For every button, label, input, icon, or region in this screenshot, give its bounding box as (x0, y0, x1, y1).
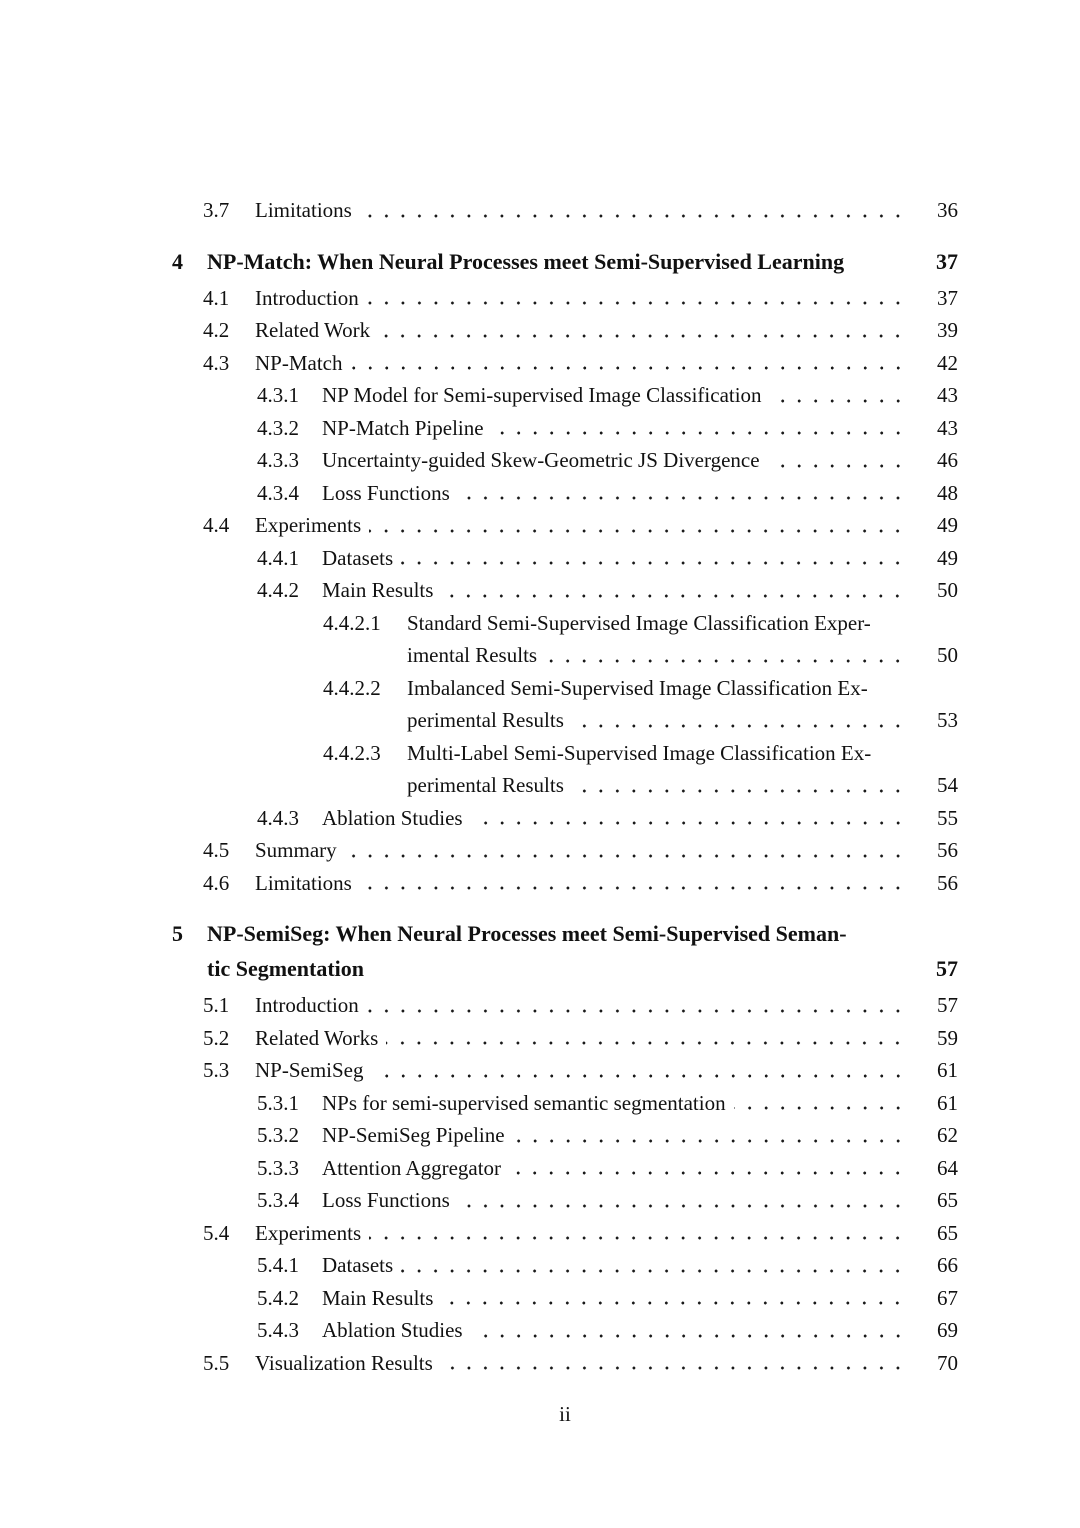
toc-entry-title-line2: tic Segmentation (207, 956, 365, 981)
toc-entry-page: 49 (937, 545, 958, 570)
toc-entry-page: 46 (937, 448, 958, 472)
toc-entry-title: Summary (255, 838, 337, 862)
toc-entry-title: Related Works (255, 1025, 379, 1050)
toc-entry[interactable] (172, 1087, 958, 1120)
indent-placeholder (172, 951, 207, 986)
toc-entry[interactable] (172, 607, 958, 672)
toc-entry-page: 39 (937, 318, 958, 342)
toc-entry-page: 37 (937, 285, 958, 310)
dot-leader (360, 867, 908, 900)
toc-entry[interactable] (172, 989, 958, 1022)
toc-entry-title: Visualization Results (255, 1350, 433, 1375)
toc-entry-page: 42 (937, 350, 958, 375)
toc-entry-title: NP-Match Pipeline (322, 415, 484, 440)
toc-entry-number: 5.3.1 (257, 1090, 299, 1115)
toc-entry-page: 48 (937, 480, 958, 505)
toc-entry-page: 66 (937, 1253, 958, 1277)
indent-placeholder (323, 704, 407, 737)
toc-entry[interactable] (172, 1184, 958, 1217)
toc-entry-title-line1: Multi-Label Semi-Supervised Image Classification Ex- (407, 740, 872, 765)
toc-entry-number: 4.3 (203, 350, 230, 375)
toc-entry[interactable] (172, 477, 958, 510)
toc-entry-number: 5.4.2 (257, 1285, 299, 1310)
dot-leader (441, 1347, 908, 1380)
dot-leader (545, 639, 908, 672)
dot-leader (351, 347, 909, 380)
toc-entry-page: 57 (937, 993, 958, 1017)
toc-entry-number: 5.4.1 (257, 1253, 299, 1277)
toc-entry-page: 43 (937, 415, 958, 440)
toc-entry-title: NP Model for Semi-supervised Image Classification (322, 383, 762, 407)
toc-entry-page: 57 (936, 956, 958, 981)
toc-entry-number: 4.4.2.3 (323, 740, 381, 765)
toc-entry-number: 5.4 (203, 1220, 230, 1245)
toc-entry-page: 62 (937, 1123, 958, 1147)
toc-entry-number: 4.4.2.1 (323, 610, 381, 635)
dot-leader (367, 989, 908, 1022)
dot-leader (458, 1184, 908, 1217)
toc-entry-number: 4.3.1 (257, 383, 299, 407)
toc-entry-number: 4.4.1 (257, 545, 299, 570)
toc-entry-title-line2: perimental Results (407, 708, 564, 732)
toc-entry-title: NP-Match: When Neural Processes meet Semi-Supervised Learning (207, 248, 845, 274)
toc-entry[interactable] (172, 1054, 958, 1087)
toc-entry[interactable] (172, 542, 958, 575)
spacer (364, 951, 918, 986)
dot-leader (458, 477, 908, 510)
toc-entry-page: 59 (937, 1025, 958, 1050)
toc-entry-number: 4.3.3 (257, 448, 299, 472)
toc-entry-number: 4.4.3 (257, 805, 299, 830)
toc-entry-number: 4.1 (203, 285, 230, 310)
toc-entry-number: 3.7 (203, 198, 230, 222)
toc-entry-number: 4.6 (203, 870, 230, 895)
dot-leader (401, 1249, 908, 1282)
toc-entry-page: 53 (937, 708, 958, 732)
dot-leader (513, 1119, 908, 1152)
toc-entry[interactable] (172, 1022, 958, 1055)
toc-entry-number: 5.1 (203, 993, 230, 1017)
toc-entry-title: Introduction (255, 993, 359, 1017)
toc-entry-number: 4.4.2.2 (323, 675, 381, 700)
toc-entry-title: Experiments (255, 513, 362, 537)
dot-leader (572, 769, 908, 802)
toc-entry-title: Loss Functions (322, 480, 450, 505)
toc-entry-title-line1: NP-SemiSeg: When Neural Processes meet Semi-Supervised Seman- (207, 921, 847, 946)
dot-leader (345, 834, 908, 867)
toc-entry-number: 4.4 (203, 513, 230, 537)
dot-leader (386, 1022, 908, 1055)
toc-entry-number: 5.3.3 (257, 1155, 299, 1180)
toc-entry[interactable] (172, 802, 958, 835)
toc-entry-page: 36 (937, 198, 958, 222)
dot-leader (572, 704, 908, 737)
toc-entry[interactable] (172, 737, 958, 802)
toc-entry-page: 65 (937, 1220, 958, 1245)
dot-leader (378, 314, 908, 347)
toc-entry-title: Main Results (322, 1285, 434, 1310)
dot-leader (471, 802, 908, 835)
toc-entry-number: 4.2 (203, 318, 230, 342)
toc-entry-title: Ablation Studies (322, 1318, 463, 1342)
toc-entry-title: NP-SemiSeg Pipeline (322, 1123, 505, 1147)
toc-entry-title: Uncertainty-guided Skew-Geometric JS Divergence (322, 448, 760, 472)
toc-entry[interactable] (172, 282, 958, 315)
toc-entry-number: 5.3.2 (257, 1123, 299, 1147)
toc-entry-title-line2: imental Results (407, 643, 538, 667)
toc-entry-title: NP-SemiSeg (255, 1058, 364, 1082)
dot-leader (768, 444, 908, 477)
toc-entry[interactable] (172, 1249, 958, 1282)
toc-entry-number: 4.5 (203, 838, 230, 862)
toc-entry[interactable] (172, 1314, 958, 1347)
dot-leader (369, 509, 908, 542)
toc-entry-page: 61 (937, 1090, 958, 1115)
toc-entry-number: 4 (172, 248, 183, 274)
toc-entry[interactable] (172, 314, 958, 347)
toc-entry[interactable] (172, 412, 958, 445)
toc-entry-page: 56 (937, 838, 958, 862)
toc-entry[interactable] (172, 672, 958, 737)
toc-chapter-entry[interactable] (172, 916, 958, 986)
toc-entry-title: Attention Aggregator (322, 1155, 502, 1180)
toc-entry-title: Experiments (255, 1220, 362, 1245)
toc-entry-title-line1: Imbalanced Semi-Supervised Image Classification Ex- (407, 675, 868, 700)
dot-leader (441, 1282, 908, 1315)
toc-entry-page: 65 (937, 1188, 958, 1212)
toc-entry[interactable] (172, 1282, 958, 1315)
indent-placeholder (323, 769, 407, 802)
toc-entry-title: Datasets (322, 1253, 394, 1277)
dot-leader (734, 1087, 908, 1120)
dot-leader (509, 1152, 908, 1185)
toc-entry[interactable] (172, 1152, 958, 1185)
toc-entry-title: Limitations (255, 870, 352, 895)
toc-list (172, 0, 958, 1379)
toc-entry-title: Datasets (322, 545, 394, 570)
toc-entry-number: 5.3.4 (257, 1188, 299, 1212)
toc-entry[interactable] (172, 194, 958, 227)
dot-leader (360, 194, 908, 227)
dot-leader (770, 379, 908, 412)
toc-entry[interactable] (172, 1119, 958, 1152)
dot-leader (492, 412, 908, 445)
dot-leader (372, 1054, 908, 1087)
toc-entry-title: Limitations (255, 198, 352, 222)
toc-entry[interactable] (172, 444, 958, 477)
toc-entry-title-line1: Standard Semi-Supervised Image Classification Exper- (407, 610, 871, 635)
toc-entry-title: NP-Match (255, 350, 343, 375)
toc-entry[interactable] (172, 509, 958, 542)
dot-leader (369, 1217, 908, 1250)
toc-entry-page: 49 (937, 513, 958, 537)
toc-entry-title: Ablation Studies (322, 805, 463, 830)
toc-entry-page: 56 (937, 870, 958, 895)
toc-entry-page: 64 (937, 1155, 958, 1180)
dot-leader (441, 574, 908, 607)
toc-entry-number: 5.4.3 (257, 1318, 299, 1342)
toc-entry-title: Loss Functions (322, 1188, 450, 1212)
toc-entry-page: 61 (937, 1058, 958, 1082)
toc-entry[interactable] (172, 347, 958, 380)
toc-entry[interactable] (172, 574, 958, 607)
toc-entry-number: 5.2 (203, 1025, 230, 1050)
toc-entry-number: 5.3 (203, 1058, 230, 1082)
dot-leader (367, 282, 908, 315)
toc-entry-title: Main Results (322, 578, 434, 602)
toc-entry-title-line2: perimental Results (407, 773, 564, 797)
toc-entry-page: 43 (937, 383, 958, 407)
toc-entry-page: 54 (937, 773, 958, 797)
toc-entry-page: 55 (937, 805, 958, 830)
toc-entry[interactable] (172, 867, 958, 900)
toc-entry-number: 5 (172, 921, 183, 946)
toc-entry-title: Introduction (255, 285, 359, 310)
toc-entry-page: 37 (936, 248, 958, 274)
toc-entry-page: 69 (937, 1318, 958, 1342)
spacer (844, 244, 918, 279)
toc-entry-number: 4.3.4 (257, 480, 299, 505)
toc-entry-page: 70 (937, 1350, 958, 1375)
toc-entry[interactable] (172, 1217, 958, 1250)
toc-entry-title: NPs for semi-supervised semantic segmentation (322, 1090, 726, 1115)
toc-entry-number: 4.3.2 (257, 415, 299, 440)
toc-chapter-entry[interactable] (172, 244, 958, 279)
toc-entry[interactable] (172, 379, 958, 412)
indent-placeholder (323, 639, 407, 672)
toc-entry-page: 50 (937, 643, 958, 667)
toc-entry[interactable] (172, 1347, 958, 1380)
toc-entry-page: 50 (937, 578, 958, 602)
dot-leader (401, 542, 908, 575)
toc-entry-page: 67 (937, 1285, 958, 1310)
toc-entry-title: Related Work (255, 318, 371, 342)
page-number-footer: ii (559, 1402, 571, 1426)
toc-entry-number: 4.4.2 (257, 578, 299, 602)
toc-entry[interactable] (172, 834, 958, 867)
dot-leader (471, 1314, 908, 1347)
toc-entry-number: 5.5 (203, 1350, 230, 1375)
